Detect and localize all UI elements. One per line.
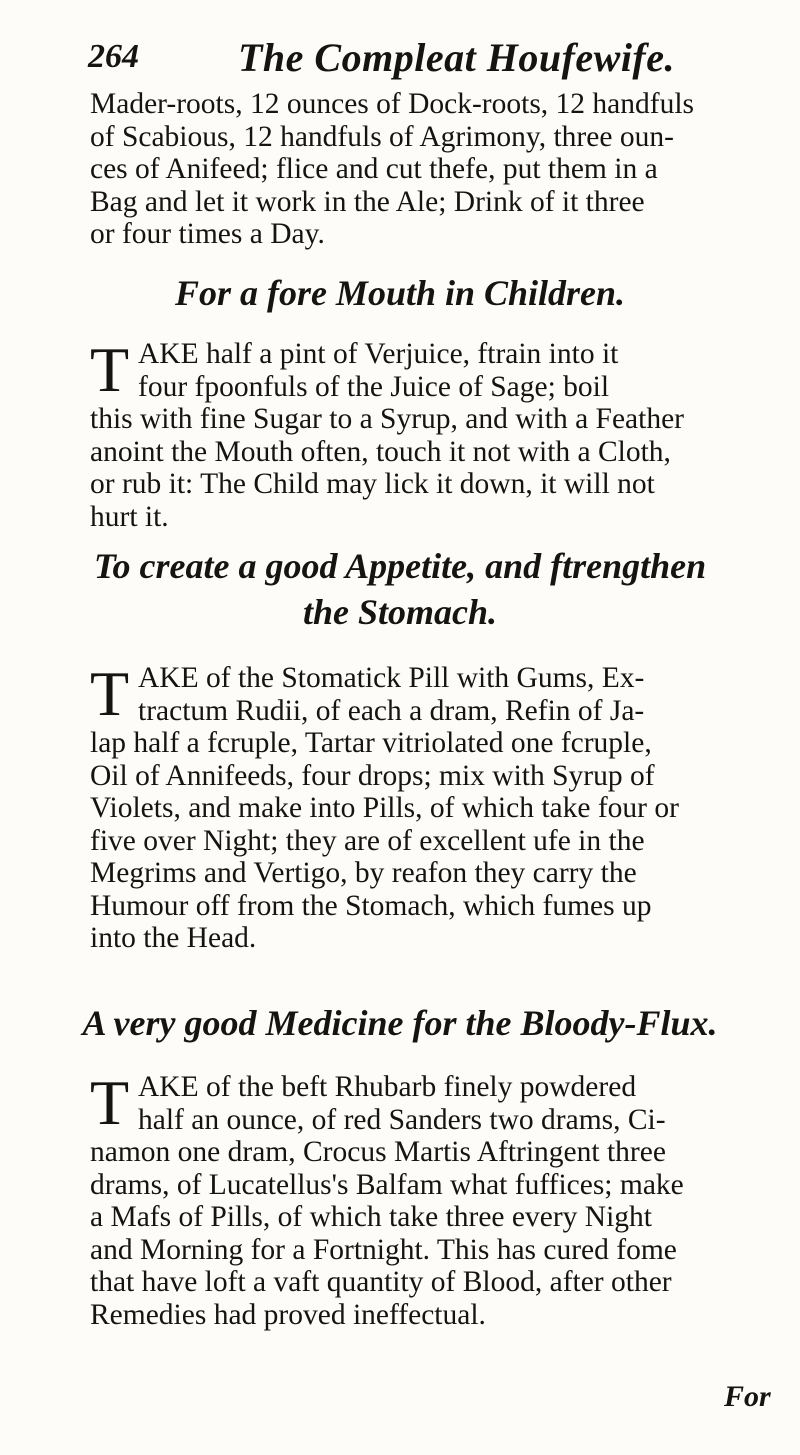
text-line: this with fine Sugar to a Syrup, and with a Feather	[90, 403, 684, 435]
heading-line: For a fore Mouth in Children.	[174, 273, 626, 313]
page-number: 264	[88, 38, 139, 75]
text-line: drams, of Lucatellus's Balfam what fuffices; make	[90, 1168, 684, 1201]
text-line: Humour off from the Stomach, which fumes up	[90, 889, 652, 922]
text-line: that have loft a vaft quantity of Blood, after other	[90, 1266, 672, 1298]
text-line: AKE half a pint of Verjuice, ftrain into it	[138, 338, 619, 370]
section-body-appetite	[90, 658, 780, 955]
text-line: Mader-roots, 12 ounces of Dock-roots, 12 handfuls	[90, 88, 695, 120]
text-line: a Mafs of Pills, of which take three every Night	[90, 1201, 652, 1233]
section-heading-bloody-flux	[0, 1000, 800, 1046]
text-line: half an ounce, of red Sanders two drams, Ci-	[138, 1103, 666, 1136]
text-line: Violets, and make into Pills, of which take four or	[90, 792, 679, 824]
text-line: and Morning for a Fortnight. This has cured fome	[90, 1233, 677, 1266]
text-line: four fpoonfuls of the Juice of Sage; boil	[138, 370, 610, 403]
catchword: For	[724, 1380, 771, 1413]
text-line: five over Night; they are of excellent ufe in the	[90, 824, 645, 857]
drop-cap: T	[90, 334, 130, 405]
section-body-bloody-flux	[90, 1067, 780, 1331]
text-line: or four times a Day.	[90, 218, 325, 250]
heading-line: the Stomach.	[302, 592, 498, 632]
heading-line: To create a good Appetite, and ftrengthen	[93, 546, 707, 586]
heading-line: A very good Medicine for the Bloody-Flux.	[82, 1003, 718, 1043]
section-body-sore-mouth	[90, 334, 780, 533]
text-line: AKE of the beft Rhubarb finely powdered	[138, 1071, 637, 1103]
text-line: anoint the Mouth often, touch it not with a Cloth,	[90, 435, 671, 468]
text-line: AKE of the Stomatick Pill with Gums, Ex-	[138, 662, 645, 694]
text-line: Remedies had proved ineffectual.	[90, 1298, 486, 1331]
drop-cap: T	[90, 1067, 130, 1138]
text-line: lap half a fcruple, Tartar vitriolated one fcruple,	[90, 727, 652, 759]
text-line: ces of Anifeed; flice and cut thefe, put them in a	[90, 153, 658, 185]
text-line: Megrims and Vertigo, by reafon they carry the	[90, 857, 637, 889]
section-heading-appetite	[0, 543, 800, 635]
text-line: Oil of Annifeeds, four drops; mix with Syrup of	[90, 759, 655, 792]
drop-cap: T	[90, 658, 130, 729]
text-line: of Scabious, 12 handfuls of Agrimony, three oun-	[90, 120, 674, 153]
text-line: Bag and let it work in the Ale; Drink of it three	[90, 185, 645, 218]
text-line: into the Head.	[90, 922, 257, 954]
text-line: or rub it: The Child may lick it down, it will not	[90, 468, 655, 500]
text-line: tractum Rudii, of each a dram, Refin of Ja-	[138, 694, 645, 727]
intro-paragraph	[90, 88, 780, 251]
running-title: The Compleat Houfewife.	[238, 35, 676, 80]
section-heading-sore-mouth	[0, 270, 800, 316]
text-line: hurt it.	[90, 500, 169, 533]
text-line: namon one dram, Crocus Martis Aftringent three	[90, 1136, 666, 1168]
